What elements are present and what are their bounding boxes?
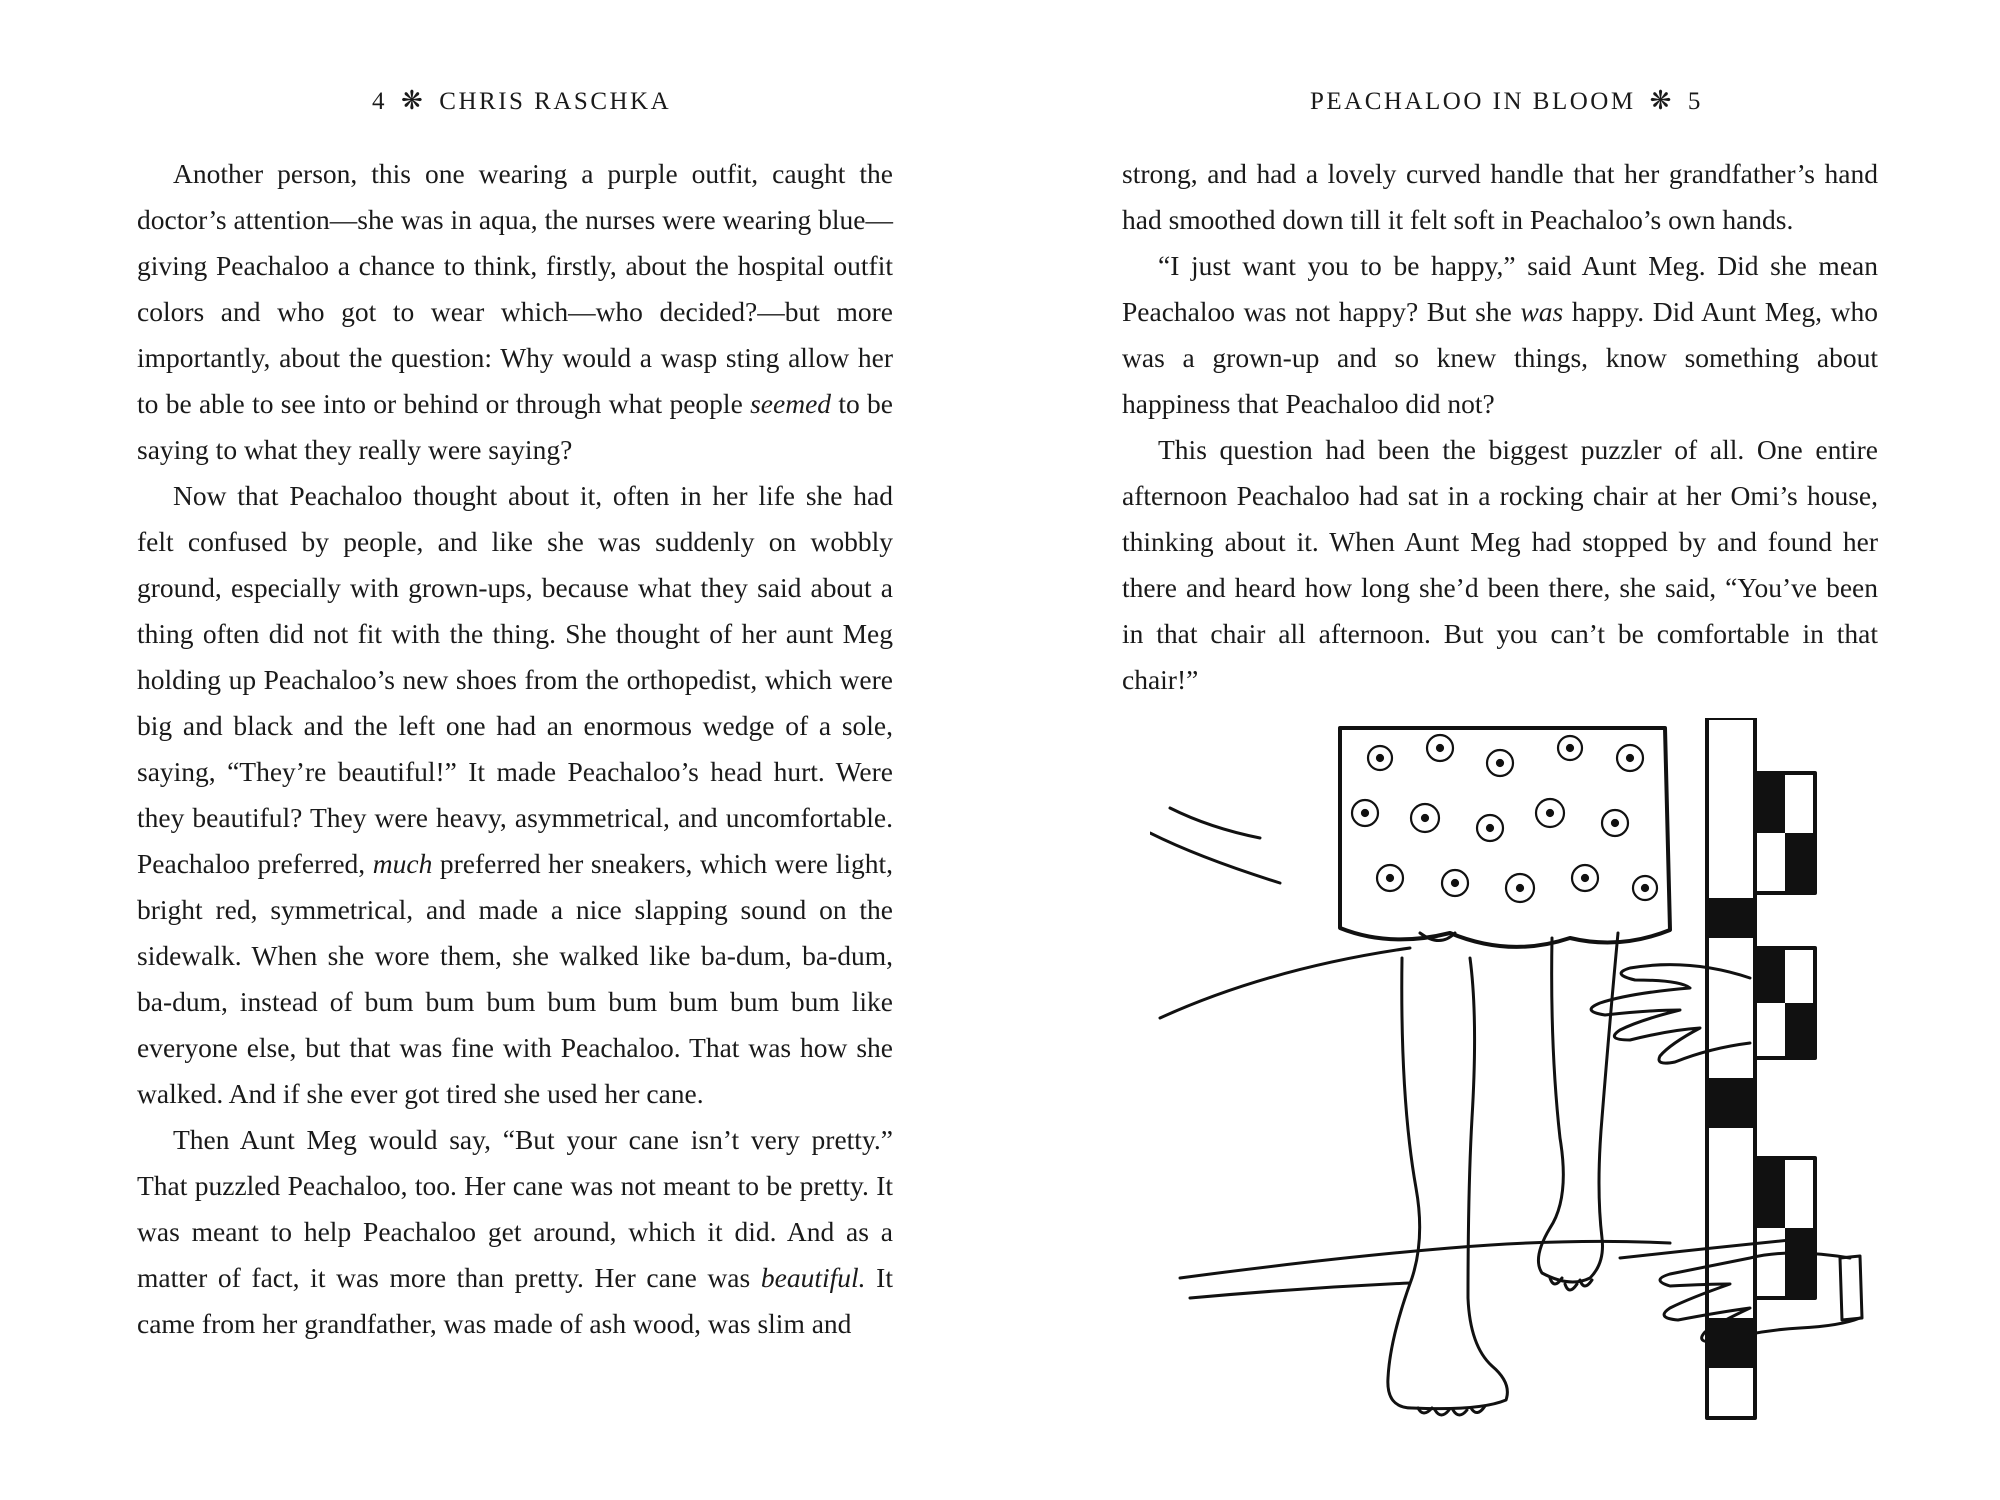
paragraph: strong, and had a lovely curved handle that her grandfather’s hand had smoothed down till it felt soft in Peachaloo’s own hands.: [1122, 158, 1878, 235]
emphasis: was: [1520, 296, 1564, 327]
paragraph: Another person, this one wearing a purple outfit, caught the doctor’s attention—she was in aqua, the nurses were wearing blue—giving Peachaloo a chance to think, firstly, about the hospital outfit colors and who got to wear which—who decided?—but more importantly, about the question: Why would a wasp sting allow her to be able to see into or behind or through what people seemed to be saying to what they really were saying?: [137, 158, 893, 465]
paragraph: This question had been the biggest puzzler of all. One entire afternoon Peachaloo had sat in a rocking chair at her Omi’s house, thinking about it. When Aunt Meg had stopped by and found her there and heard how long she’d been there, she said, “You’ve been in that chair all afternoon. But you can’t be comfortable in that chair!”: [1122, 434, 1878, 695]
author-name: CHRIS RASCHKA: [439, 88, 672, 115]
body-text-right: [1122, 151, 1878, 703]
book-title: PEACHALOO IN BLOOM: [1310, 88, 1636, 115]
ink-drawing-girl-in-chair-icon: [1150, 718, 1930, 1438]
ornament-icon: ❋: [401, 86, 426, 115]
right-page: [1000, 0, 2000, 1500]
page-number-right: 5: [1687, 88, 1703, 115]
paragraph: Now that Peachaloo thought about it, often in her life she had felt confused by people, and like she was suddenly on wobbly ground, especially with grown-ups, because what they said about a thing often did not fit with the thing. She thought of her aunt Meg holding up Peachaloo’s new shoes from the orthopedist, which were big and black and the left one had an enormous wedge of a sole, saying, “They’re beautiful!” It made Peachaloo’s head hurt. Were they beautiful? They were heavy, asymmetrical, and uncomfortable. Peachaloo preferred, much preferred her sneakers, which were light, bright red, symmetrical, and made a nice slapping sound on the sidewalk. When she wore them, she walked like ba-dum, ba-dum, ba-dum, instead of bum bum bum bum bum bum bum bum like everyone else, but that was fine with Peachaloo. That was how she walked. And if she ever got tired she used her cane.: [137, 480, 893, 1109]
paragraph: Then Aunt Meg would say, “But your cane isn’t very pretty.” That puzzled Peachaloo, too. Her cane was not meant to be pretty. It was meant to help Peachaloo get around, which it did. And as a matter of fact, it was more than pretty. Her cane was beautiful. It came from her grandfather, was made of ash wood, was slim and: [137, 1124, 893, 1339]
page-number-left: 4: [372, 88, 387, 115]
running-head-right: [1310, 86, 1703, 116]
body-text-left: [137, 151, 893, 1347]
ornament-icon: ❋: [1649, 86, 1674, 115]
running-head-left: [372, 86, 671, 116]
emphasis: beautiful.: [760, 1262, 866, 1293]
paragraph: “I just want you to be happy,” said Aunt Meg. Did she mean Peachaloo was not happy? But she was happy. Did Aunt Meg, who was a grown-up and so knew things, know something about happiness that Peachaloo did not?: [1122, 250, 1879, 419]
emphasis: much: [372, 848, 433, 879]
emphasis: seemed: [750, 388, 832, 419]
